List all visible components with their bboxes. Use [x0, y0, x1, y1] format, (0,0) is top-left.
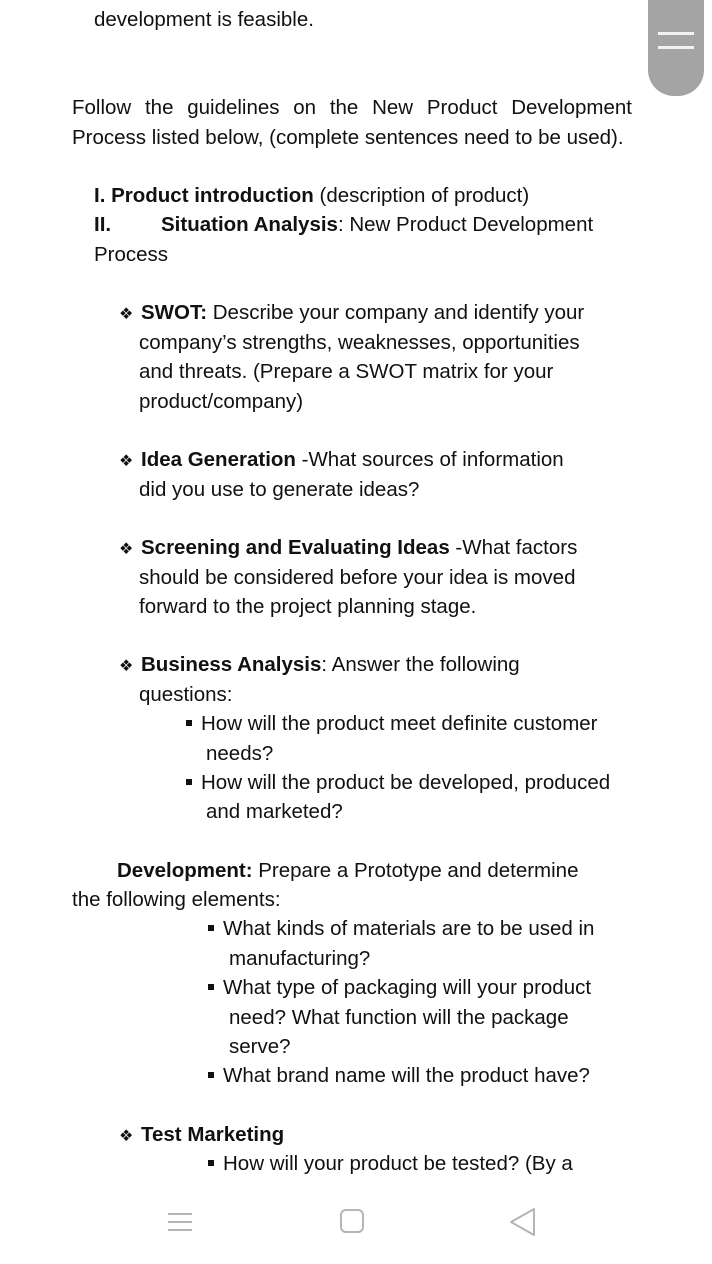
text-line: did you use to generate ideas?	[139, 478, 420, 501]
list-item: What type of packaging will your product	[208, 976, 591, 1000]
text-line: forward to the project planning stage.	[139, 595, 477, 618]
square-bullet-icon	[208, 925, 214, 931]
swot-heading: ❖ SWOT: Describe your company and identify your	[119, 301, 584, 327]
test-marketing-heading: ❖ Test Marketing	[119, 1123, 284, 1149]
business-analysis-heading: ❖ Business Analysis: Answer the following	[119, 653, 520, 679]
square-bullet-icon	[208, 1160, 214, 1166]
text-line: Process	[94, 243, 169, 266]
text-line: development is feasible.	[94, 8, 314, 31]
list-item: How will your product be tested? (By a	[208, 1152, 573, 1176]
scrollbar-thumb[interactable]	[648, 0, 704, 96]
text-line: company’s strengths, weaknesses, opportunities	[139, 331, 580, 354]
grip-line	[658, 32, 694, 35]
list-item-cont: and marketed?	[206, 800, 343, 823]
text-line: the following elements:	[72, 888, 281, 911]
diamond-bullet-icon: ❖	[119, 1128, 134, 1145]
text-line: product/company)	[139, 390, 304, 413]
diamond-bullet-icon: ❖	[119, 306, 134, 323]
screening-heading: ❖ Screening and Evaluating Ideas -What factors	[119, 536, 577, 562]
diamond-bullet-icon: ❖	[119, 658, 134, 675]
idea-generation-heading: ❖ Idea Generation -What sources of information	[119, 448, 564, 474]
square-bullet-icon	[208, 1072, 214, 1078]
list-item: How will the product meet definite customer	[186, 712, 598, 736]
grip-line	[658, 46, 694, 49]
menu-icon	[150, 1204, 210, 1248]
list-item: What brand name will the product have?	[208, 1064, 590, 1088]
heading-product-introduction: I. Product introduction (description of product)	[94, 184, 530, 207]
intro-paragraph: Follow the guidelines on the New Product Development	[72, 96, 632, 119]
heading-situation-analysis: II. Situation Analysis: New Product Development	[94, 213, 594, 236]
list-item: How will the product be developed, produced	[186, 771, 610, 795]
list-item: What kinds of materials are to be used in	[208, 917, 594, 941]
home-icon	[322, 1204, 382, 1248]
diamond-bullet-icon: ❖	[119, 453, 134, 470]
diamond-bullet-icon: ❖	[119, 541, 134, 558]
square-bullet-icon	[186, 779, 192, 785]
text-line: and threats. (Prepare a SWOT matrix for your	[139, 360, 554, 383]
back-button[interactable]	[494, 1204, 554, 1248]
home-button[interactable]	[322, 1204, 382, 1248]
text-line: questions:	[139, 683, 233, 706]
system-navigation-bar	[0, 1190, 712, 1264]
list-item-cont: need? What function will the package	[229, 1006, 569, 1029]
recent-apps-button[interactable]	[150, 1204, 210, 1248]
back-icon	[494, 1204, 554, 1248]
development-heading: Development: Prepare a Prototype and determine	[117, 859, 579, 882]
square-bullet-icon	[186, 720, 192, 726]
list-item-cont: needs?	[206, 742, 274, 765]
square-bullet-icon	[208, 984, 214, 990]
list-item-cont: serve?	[229, 1035, 291, 1058]
list-item-cont: manufacturing?	[229, 947, 371, 970]
intro-paragraph-line: Process listed below, (complete sentences need to be used).	[72, 126, 624, 149]
text-line: should be considered before your idea is moved	[139, 566, 576, 589]
